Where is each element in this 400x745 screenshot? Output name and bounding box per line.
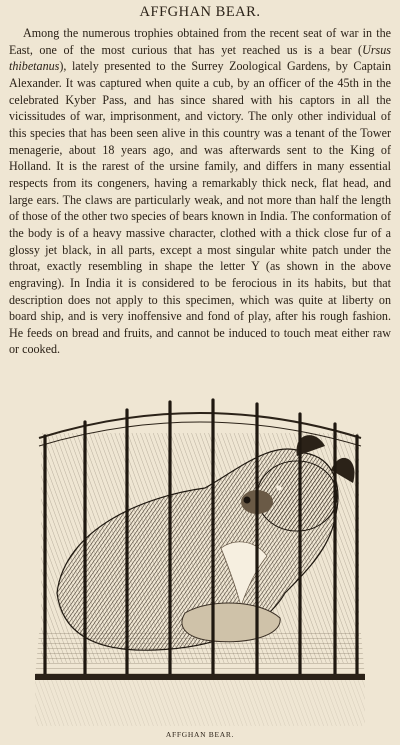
article-title: AFFGHAN BEAR. [139,4,261,20]
bear-in-cage-illustration [35,378,365,726]
species-name: Ursus thibetanus [9,42,391,74]
article-body-part-2: ), lately presented to the Surrey Zoological Gardens, by Captain Alexander. It was captured when quite a cub, by an officer of the 45th in the celebrated Kyber Pass, and has since shared with his captors in all the vicissitudes of war, imprisonment, and victory. The only other individual of this species that has been seen alive in this country was a tenant of the Tower menagerie, about 18 years ago, and was afterwards sent to the King of Holland. It is the rarest of the ursine family, and differs in many essential respects from its congeners, having a remarkably thick neck, flat head, and large ears. The claws are particularly weak, and not more than half the length of those of the other two species of bears known in India. The conformation of the body is of a heavy massive character, clothed with a thick close fur of a glossy jet black, in all parts, except a most singular white patch under the throat, exactly resembling in shape the letter Y (as shown in the above engraving). In India it is considered to be ferocious in its habits, but that description does not apply to this specimen, which was quite at liberty on board ship, and is very inoffensive and fond of play, after his rough fashion. He feeds on bread and fruits, and cannot be induced to touch meat either raw or cooked. [9,59,391,357]
article-body [9,25,391,358]
figure-caption: AFFGHAN BEAR. [165,730,235,739]
bear-engraving [35,378,365,726]
article-body-part-1: Among the numerous trophies obtained from the recent seat of war in the East, one of the most curious that has yet reached us is a bear ( [9,26,391,57]
